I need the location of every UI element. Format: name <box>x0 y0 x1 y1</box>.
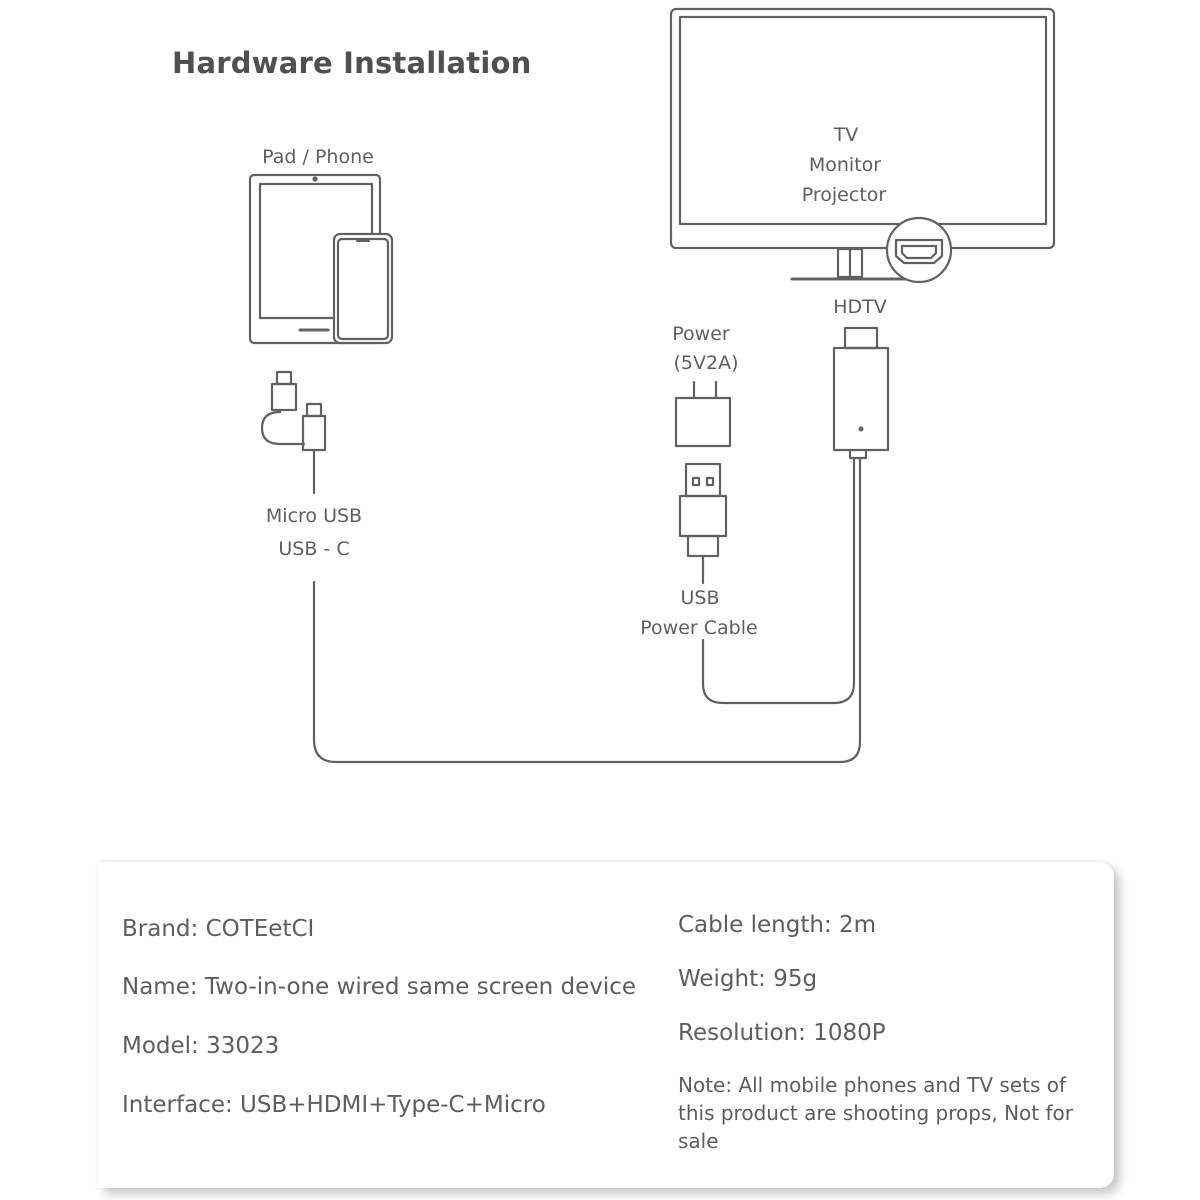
hdmi-plug-icon <box>834 328 888 458</box>
micro-usb-label: Micro USB <box>265 505 363 527</box>
display-label-tv: TV <box>833 124 859 146</box>
spec-interface: Interface: USB+HDMI+Type-C+Micro <box>122 1092 546 1118</box>
micro-usb-usb-c-connector-icon <box>262 372 325 493</box>
spec-name: Name: Two-in-one wired same screen device <box>122 974 637 1000</box>
spec-weight: Weight: 95g <box>678 966 818 992</box>
usb-c-label: USB - C <box>278 538 350 560</box>
spec-resolution: Resolution: 1080P <box>678 1020 886 1046</box>
spec-brand: Brand: COTEetCI <box>122 916 315 942</box>
usb-power-cable <box>703 458 854 703</box>
main-cable <box>314 458 860 762</box>
spec-card <box>98 862 1114 1188</box>
hdmi-port-icon <box>887 218 951 282</box>
display-label-projector: Projector <box>801 184 887 206</box>
power-adapter-icon <box>676 382 730 446</box>
hdtv-label: HDTV <box>833 296 887 318</box>
device-label: Pad / Phone <box>262 146 374 168</box>
power-spec-label: (5V2A) <box>673 352 739 374</box>
monitor-icon <box>671 9 1054 279</box>
display-label-monitor: Monitor <box>808 154 882 176</box>
page-title: Hardware Installation <box>172 46 532 80</box>
spec-model: Model: 33023 <box>122 1033 280 1059</box>
phone-icon <box>334 234 392 343</box>
power-cable-label: Power Cable <box>640 617 758 639</box>
power-label: Power <box>672 323 730 345</box>
spec-note: Note: All mobile phones and TV sets of this product are shooting props, Not for sale <box>678 1073 1073 1153</box>
usb-a-plug-icon <box>680 464 726 583</box>
spec-cable-length: Cable length: 2m <box>678 912 877 938</box>
usb-label: USB <box>680 587 720 609</box>
